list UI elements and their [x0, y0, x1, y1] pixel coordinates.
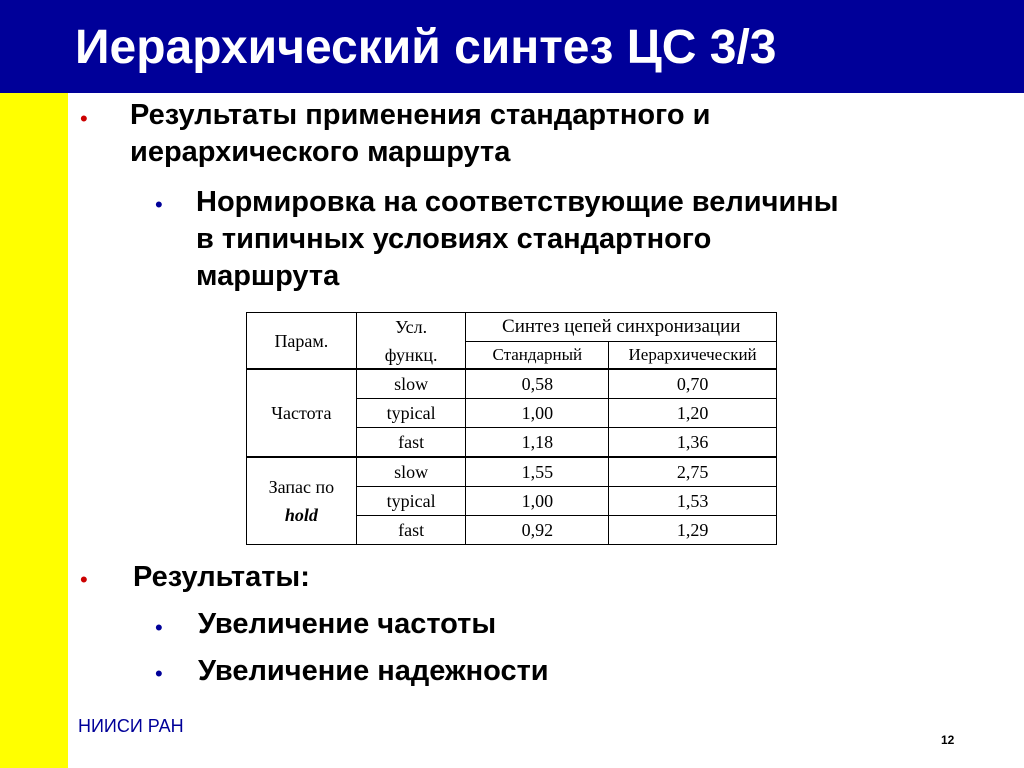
sub-bullet-text-3: Увеличение надежности: [198, 655, 549, 687]
group-name-hold: [247, 457, 357, 545]
sub-bullet-text-1-line1: Нормировка на соответствующие величины: [196, 186, 839, 218]
left-accent-bar: [0, 93, 68, 768]
header-group: Синтез цепей синхронизации: [466, 313, 777, 342]
cell-condition: slow: [356, 369, 466, 399]
cell-standard: 1,18: [466, 428, 609, 458]
group-name-hold-line1: Запас по: [268, 477, 335, 497]
results-table: [246, 312, 777, 545]
cell-condition: fast: [356, 516, 466, 545]
cell-condition: typical: [356, 399, 466, 428]
slide-title: Иерархический синтез ЦС 3/3: [75, 21, 777, 74]
sub-bullet-dot-icon: •: [155, 192, 163, 217]
cell-hierarchical: 0,70: [609, 369, 777, 399]
table-row: [247, 369, 777, 399]
sub-bullet-text-2: Увеличение частоты: [198, 608, 497, 640]
bullet-dot-icon: •: [80, 567, 88, 592]
bullet-text-1-line1: Результаты применения стандартного и: [130, 99, 711, 131]
page-number: 12: [941, 733, 955, 747]
cell-hierarchical: 2,75: [609, 457, 777, 487]
bullet-dot-icon: •: [80, 106, 88, 131]
header-condition-line2: функц.: [384, 344, 438, 365]
bullet-text-1-line2: иерархического маршрута: [130, 136, 511, 168]
header-hierarchical: Иерархичеческий: [609, 342, 777, 370]
cell-hierarchical: 1,53: [609, 487, 777, 516]
cell-condition: slow: [356, 457, 466, 487]
sub-bullet-text-1-line3: маршрута: [196, 260, 340, 292]
cell-standard: 1,55: [466, 457, 609, 487]
header-standard: Стандарный: [466, 342, 609, 370]
bullet-text-2: Результаты:: [133, 561, 310, 593]
cell-hierarchical: 1,29: [609, 516, 777, 545]
group-name-hold-line2: hold: [284, 505, 318, 525]
sub-bullet-dot-icon: •: [155, 661, 163, 686]
header-param: Парам.: [247, 313, 357, 370]
bullet-text-1: [130, 97, 710, 171]
cell-hierarchical: 1,36: [609, 428, 777, 458]
sub-bullet-text-1: [196, 184, 839, 295]
cell-standard: 0,58: [466, 369, 609, 399]
table-row: [247, 457, 777, 487]
footer-organization: НИИСИ РАН: [78, 716, 184, 736]
cell-standard: 1,00: [466, 399, 609, 428]
group-name-frequency: Частота: [247, 369, 357, 457]
cell-standard: 0,92: [466, 516, 609, 545]
cell-standard: 1,00: [466, 487, 609, 516]
sub-bullet-dot-icon: •: [155, 615, 163, 640]
cell-condition: fast: [356, 428, 466, 458]
sub-bullet-text-1-line2: в типичных условиях стандартного: [196, 223, 712, 255]
header-condition: [356, 313, 466, 370]
cell-condition: typical: [356, 487, 466, 516]
header-condition-line1: Усл.: [395, 316, 428, 337]
cell-hierarchical: 1,20: [609, 399, 777, 428]
